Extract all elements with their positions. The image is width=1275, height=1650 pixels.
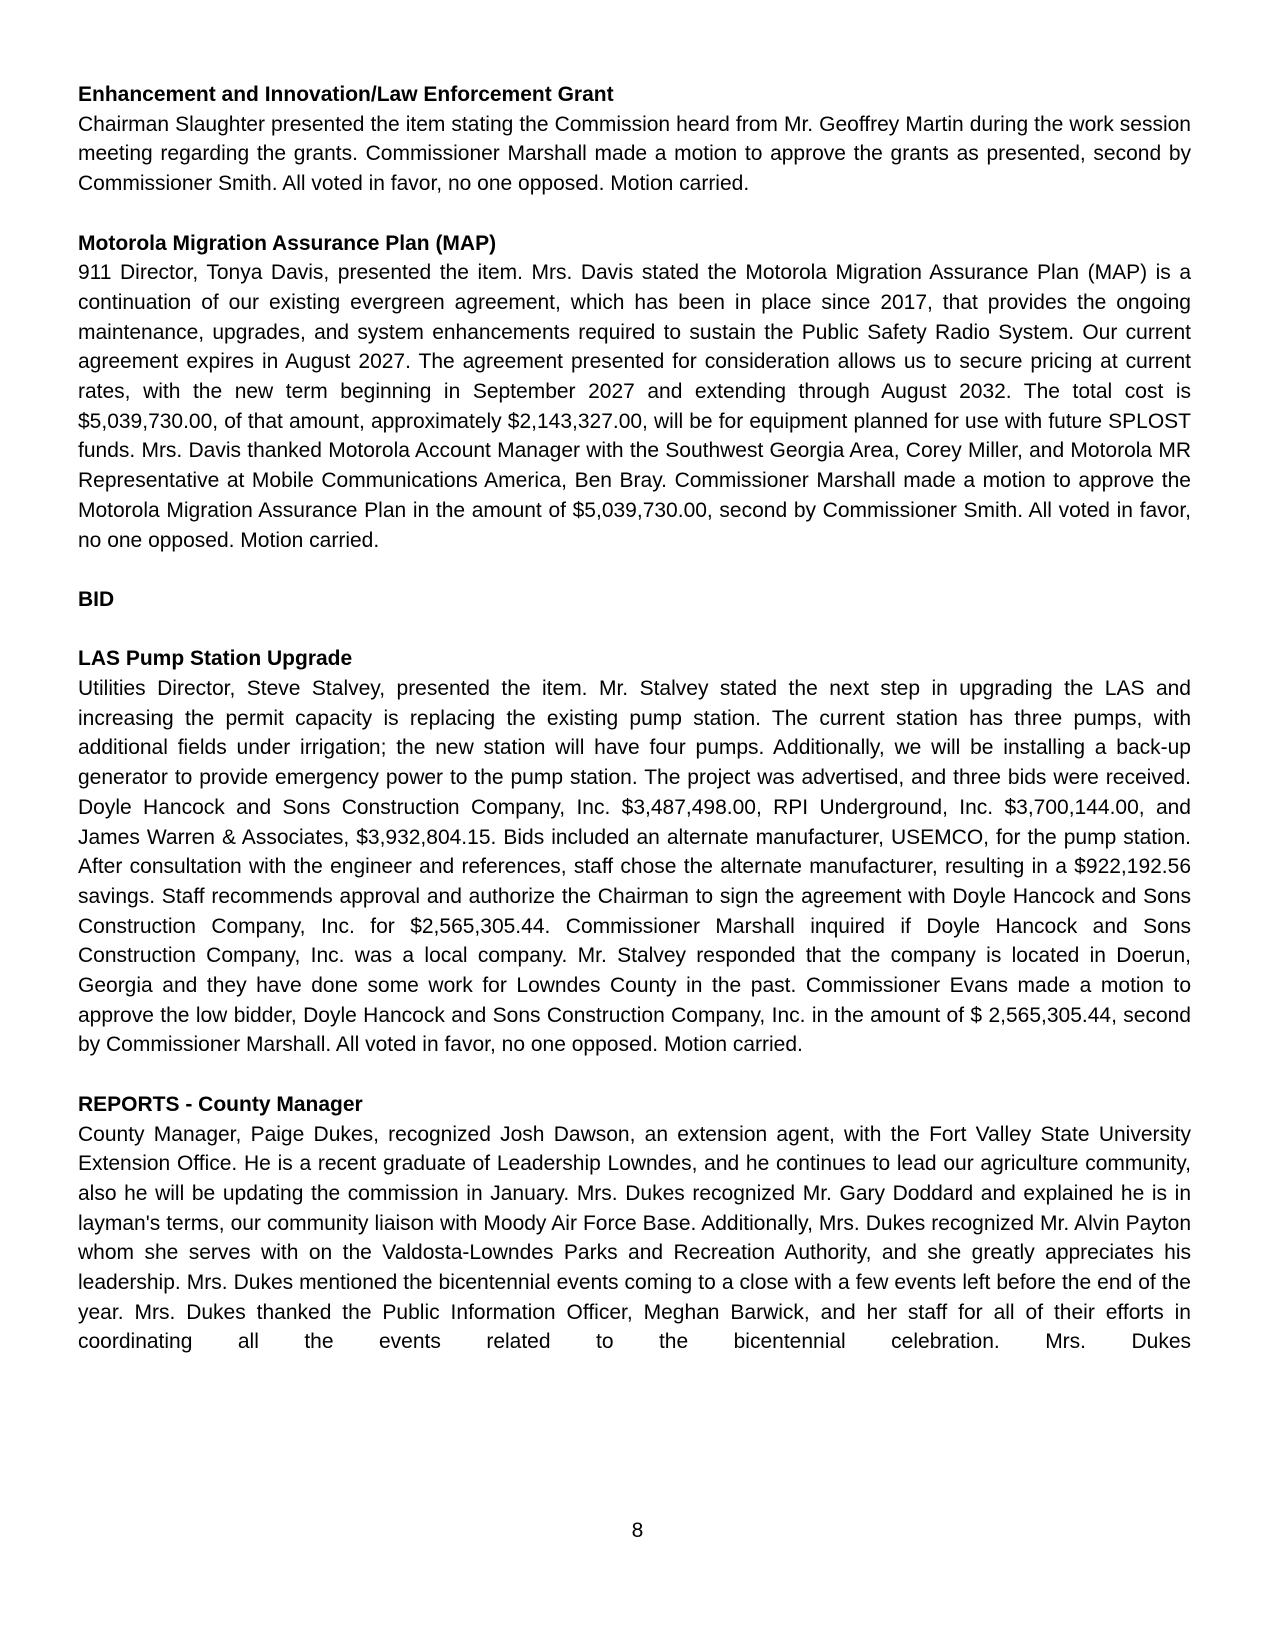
section-paragraph: Chairman Slaughter presented the item stating the Commission heard from Mr. Geoffrey Martin during the work session meeting regarding the grants. Commissioner Marshall made a motion to approve the grants as presented, second by Commissioner Smith. All voted in favor, no one opposed. Motion carried.	[78, 112, 1191, 196]
section-heading: BID	[78, 587, 115, 611]
section-reports-county-manager	[78, 1090, 1191, 1357]
section-paragraph: County Manager, Paige Dukes, recognized Josh Dawson, an extension agent, with the Fort Valley State University Extension Office. He is a recent graduate of Leadership Lowndes, and he continues to lead our agriculture community, also he will be updating the commission in January. Mrs. Dukes recognized Mr. Gary Doddard and explained he is in layman's terms, our community liaison with Moody Air Force Base. Additionally, Mrs. Dukes recognized Mr. Alvin Payton whom she serves with on the Valdosta-Lowndes Parks and Recreation Authority, and she greatly appreciates his leadership. Mrs. Dukes mentioned the bicentennial events coming to a close with a few events left before the end of the year. Mrs. Dukes thanked the Public Information Officer, Meghan Barwick, and her staff for all of their efforts in coordinating all the events related to the bicentennial celebration. Mrs. Dukes	[78, 1122, 1191, 1354]
section-heading: Motorola Migration Assurance Plan (MAP)	[78, 231, 497, 255]
page-number: 8	[631, 1519, 644, 1542]
section-heading: Enhancement and Innovation/Law Enforcement Grant	[78, 83, 614, 106]
section-heading: REPORTS - County Manager	[78, 1092, 363, 1116]
section-law-enforcement-grant	[78, 80, 1191, 199]
section-heading: LAS Pump Station Upgrade	[78, 647, 353, 671]
section-bid	[78, 585, 1191, 615]
section-las-pump-station	[78, 644, 1191, 1060]
section-motorola-map	[78, 229, 1191, 556]
section-paragraph: 911 Director, Tonya Davis, presented the item. Mrs. Davis stated the Motorola Migration Assurance Plan (MAP) is a continuation of our existing evergreen agreement, which has been in place since 2017, that provides the ongoing maintenance, upgrades, and system enhancements required to sustain the Public Safety Radio System. Our current agreement expires in August 2027. The agreement presented for consideration allows us to secure pricing at current rates, with the new term beginning in September 2027 and extending through August 2032. The total cost is $5,039,730.00, of that amount, approximately $2,143,327.00, will be for equipment planned for use with future SPLOST funds. Mrs. Davis thanked Motorola Account Manager with the Southwest Georgia Area, Corey Miller, and Motorola MR Representative at Mobile Communications America, Ben Bray. Commissioner Marshall made a motion to approve the Motorola Migration Assurance Plan in the amount of $5,039,730.00, second by Commissioner Smith. All voted in favor, no one opposed. Motion carried.	[78, 261, 1191, 552]
section-paragraph: Utilities Director, Steve Stalvey, presented the item. Mr. Stalvey stated the next step in upgrading the LAS and increasing the permit capacity is replacing the existing pump station. The current station has three pumps, with additional fields under irrigation; the new station will have four pumps. Additionally, we will be installing a back-up generator to provide emergency power to the pump station. The project was advertised, and three bids were received. Doyle Hancock and Sons Construction Company, Inc. $3,487,498.00, RPI Underground, Inc. $3,700,144.00, and James Warren & Associates, $3,932,804.15. Bids included an alternate manufacturer, USEMCO, for the pump station. After consultation with the engineer and references, staff chose the alternate manufacturer, resulting in a $922,192.56 savings. Staff recommends approval and authorize the Chairman to sign the agreement with Doyle Hancock and Sons Construction Company, Inc. for $2,565,305.44. Commissioner Marshall inquired if Doyle Hancock and Sons Construction Company, Inc. was a local company. Mr. Stalvey responded that the company is located in Doerun, Georgia and they have done some work for Lowndes County in the past. Commissioner Evans made a motion to approve the low bidder, Doyle Hancock and Sons Construction Company, Inc. in the amount of $ 2,565,305.44, second by Commissioner Marshall. All voted in favor, no one opposed. Motion carried.	[78, 677, 1191, 1057]
